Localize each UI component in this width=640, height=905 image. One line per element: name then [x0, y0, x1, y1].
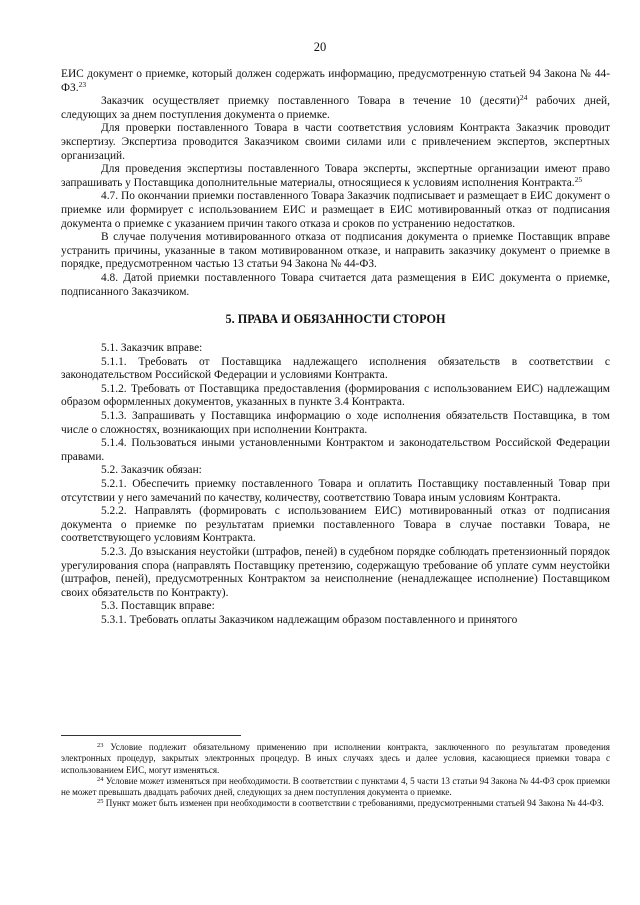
paragraph: 5.1.1. Требовать от Поставщика надлежащего исполнения обязательств в соответствии с законодательством Российской Федерации и условиями Контракта. [61, 355, 610, 382]
footnote-ref: 23 [78, 79, 87, 89]
paragraph: 5.1.3. Запрашивать у Поставщика информацию о ходе исполнения обязательств Поставщика, в том числе о сложностях, возникающих при исполнении Контракта. [61, 410, 610, 436]
footnote-ref: 24 [519, 93, 528, 103]
paragraph: 5.2.1. Обеспечить приемку поставленного Товара и оплатить Поставщику поставленный Товар при отсутствии у него замечаний по качеству, количеству, соответствию Товара иным условиям Контракта. [61, 478, 610, 504]
paragraph: В случае получения мотивированного отказа от подписания документа о приемке Поставщик вправе устранить причины, указанные в таком мотивированном отказе, и направить заказчику документ о приемке в порядке, предусмотренном частью 13 статьи 94 Закона № 44-ФЗ. [61, 231, 610, 271]
paragraph: ЕИС документ о приемке, который должен содержать информацию, предусмотренную статьей 94 Закона № 44-ФЗ.$^{23}$ [61, 68, 610, 94]
paragraph: 5.2.3. До взыскания неустойки (штрафов, пеней) в судебном порядке соблюдать претензионный порядок урегулирования спора (направлять Поставщику претензию, содержащую требование об уплате сумм неустойки (штрафов, пеней), предусмотренных Контрактом за неисполнение (ненадлежащее исполнение) Поставщиком своих обязательств по Контракту). [61, 546, 610, 599]
paragraph: 5.3.1. Требовать оплаты Заказчиком надлежащим образом поставленного и принятого [101, 613, 518, 626]
footnote-number: 25 [97, 798, 104, 806]
footnotes [61, 742, 610, 810]
footnote-ref: 25 [574, 174, 583, 184]
paragraph: 5.1.4. Пользоваться иными установленными Контрактом и законодательством Российской Федерации правами. [61, 437, 610, 463]
paragraph: 4.8. Датой приемки поставленного Товара считается дата размещения в ЕИС документа о приемке, подписанного Заказчиком. [61, 271, 610, 298]
footnote-number: 24 [97, 775, 104, 783]
paragraph: 5.2.2. Направлять (формировать с использованием ЕИС) мотивированный отказ от подписания документа о приемке по результатам приемки поставленного Товара в случае поставки Товара, не соответствующего условиям Контракта. [61, 505, 610, 545]
footnote: $^{24}$ Условие может изменяться при необходимости. В соответствии с пунктами 4, 5 части 13 статьи 94 Закона № 44-ФЗ срок приемки не может превышать двадцать рабочих дней, следующих за днем поступления документа о приемке. [61, 775, 610, 798]
footnote: $^{25}$ Пункт может быть изменен при необходимости в соответствии с требованиями, предусмотренными статьей 94 Закона № 44-ФЗ. [97, 798, 604, 809]
paragraph: 5.1.2. Требовать от Поставщика предоставления (формирования с использованием ЕИС) надлежащим образом оформленных документов, указанных в пункте 3.4 Контракта. [61, 382, 610, 409]
page-number: 20 [313, 40, 327, 54]
body-text [61, 68, 610, 628]
paragraph: 5.1. Заказчик вправе: [101, 342, 203, 355]
paragraph: 5.3. Поставщик вправе: [101, 600, 215, 613]
paragraph: Для проверки поставленного Товара в части соответствия условиям Контракта Заказчик проводит экспертизу. Экспертиза проводится Заказчиком своими силами или с привлечением экспертов, экспертных организаций. [61, 122, 610, 162]
section-heading: 5. ПРАВА И ОБЯЗАННОСТИ СТОРОН [225, 312, 446, 327]
paragraph: Для проведения экспертизы поставленного Товара эксперты, экспертные организации имеют право запрашивать у Поставщика дополнительные материалы, относящиеся к условиям исполнения Контракта.$^{25}$ [61, 163, 610, 189]
paragraph: 5.2. Заказчик обязан: [101, 464, 202, 477]
footnote-number: 23 [97, 742, 104, 749]
footnote: $^{23}$ Условие подлежит обязательному применению при исполнении контракта, заключенного по результатам проведения электронных процедур, закрытых электронных процедур. В иных случаях здесь и далее условия, касающиеся приемки товара с использованием ЕИС, могут изменяться. [61, 742, 610, 775]
paragraph: Заказчик осуществляет приемку поставленного Товара в течение 10 (десяти)$^{24}$ рабочих дней, следующих за днем поступления документа о приемке. [61, 93, 610, 121]
footnote-divider [61, 735, 241, 736]
paragraph: 4.7. По окончании приемки поставленного Товара Заказчик подписывает и размещает в ЕИС документ о приемке или формирует с использованием ЕИС и размещает в ЕИС мотивированный отказ от подписания документа о приемке с указанием причин такого отказа и сроков по устранению недостатков. [61, 190, 610, 230]
